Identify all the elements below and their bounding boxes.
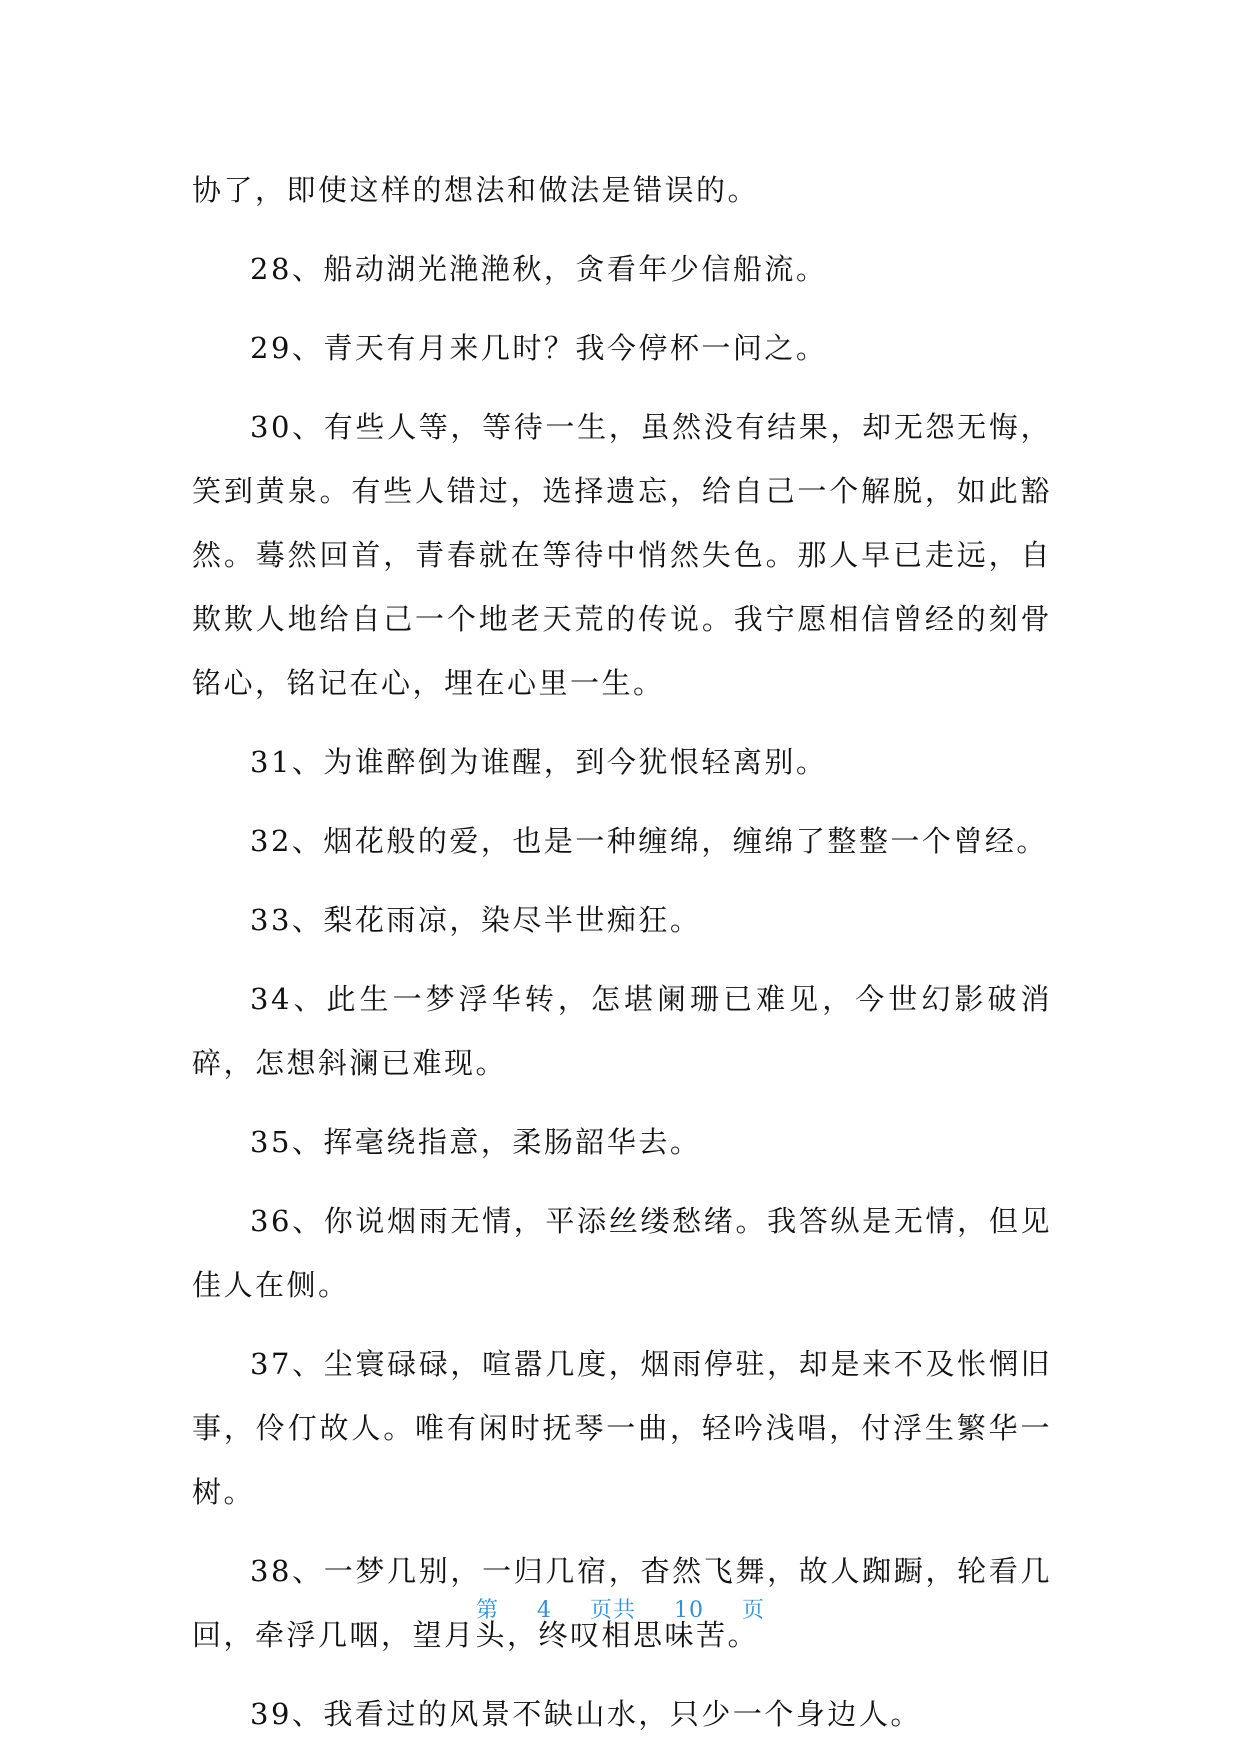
paragraph: 协了，即使这样的想法和做法是错误的。 [192,173,760,207]
paragraph: 34、此生一梦浮华转，怎堪阑珊已难见，今世幻影破消碎，怎想斜澜已难现。 [192,982,1052,1080]
document-body [192,158,1052,1761]
page-footer [0,1593,1241,1624]
paragraph: 35、挥毫绕指意，柔肠韶华去。 [250,1125,702,1159]
paragraph: 32、烟花般的爱，也是一种缠绵，缠绵了整整一个曾经。 [250,824,1048,858]
paragraph: 37、尘寰碌碌，喧嚣几度，烟雨停驻，却是来不及怅惘旧事，伶仃故人。唯有闲时抚琴一曲，轻吟浅唱，付浮生繁华一树。 [192,1347,1052,1509]
paragraph: 28、船动湖光滟滟秋，贪看年少信船流。 [250,252,828,286]
paragraph: 38、一梦几别，一归几宿，杳然飞舞，故人踟蹰，轮看几回，牵浮几咽，望月头，终叹相思味苦。 [192,1554,1052,1652]
paragraph: 33、梨花雨凉，染尽半世痴狂。 [250,903,702,937]
page-prefix: 第 [475,1598,499,1623]
page-suffix: 页 [742,1598,766,1623]
paragraph: 31、为谁醉倒为谁醒，到今犹恨轻离别。 [250,745,828,779]
paragraph: 39、我看过的风景不缺山水，只少一个身边人。 [250,1697,922,1731]
paragraph: 30、有些人等，等待一生，虽然没有结果，却无怨无悔，笑到黄泉。有些人错过，选择遗忘，给自己一个解脱，如此豁然。蓦然回首，青春就在等待中悄然失色。那人早已走远，自欺欺人地给自己一个地老天荒的传说。我宁愿相信曾经的刻骨铭心，铭记在心，埋在心里一生。 [192,410,1052,700]
paragraph: 29、青天有月来几时？我今停杯一问之。 [250,331,828,365]
total-pages-number: 10 [674,1598,704,1623]
current-page-number: 4 [536,1598,552,1623]
page-middle-label: 页共 [589,1598,636,1623]
paragraph: 36、你说烟雨无情，平添丝缕愁绪。我答纵是无情，但见佳人在侧。 [192,1204,1052,1302]
